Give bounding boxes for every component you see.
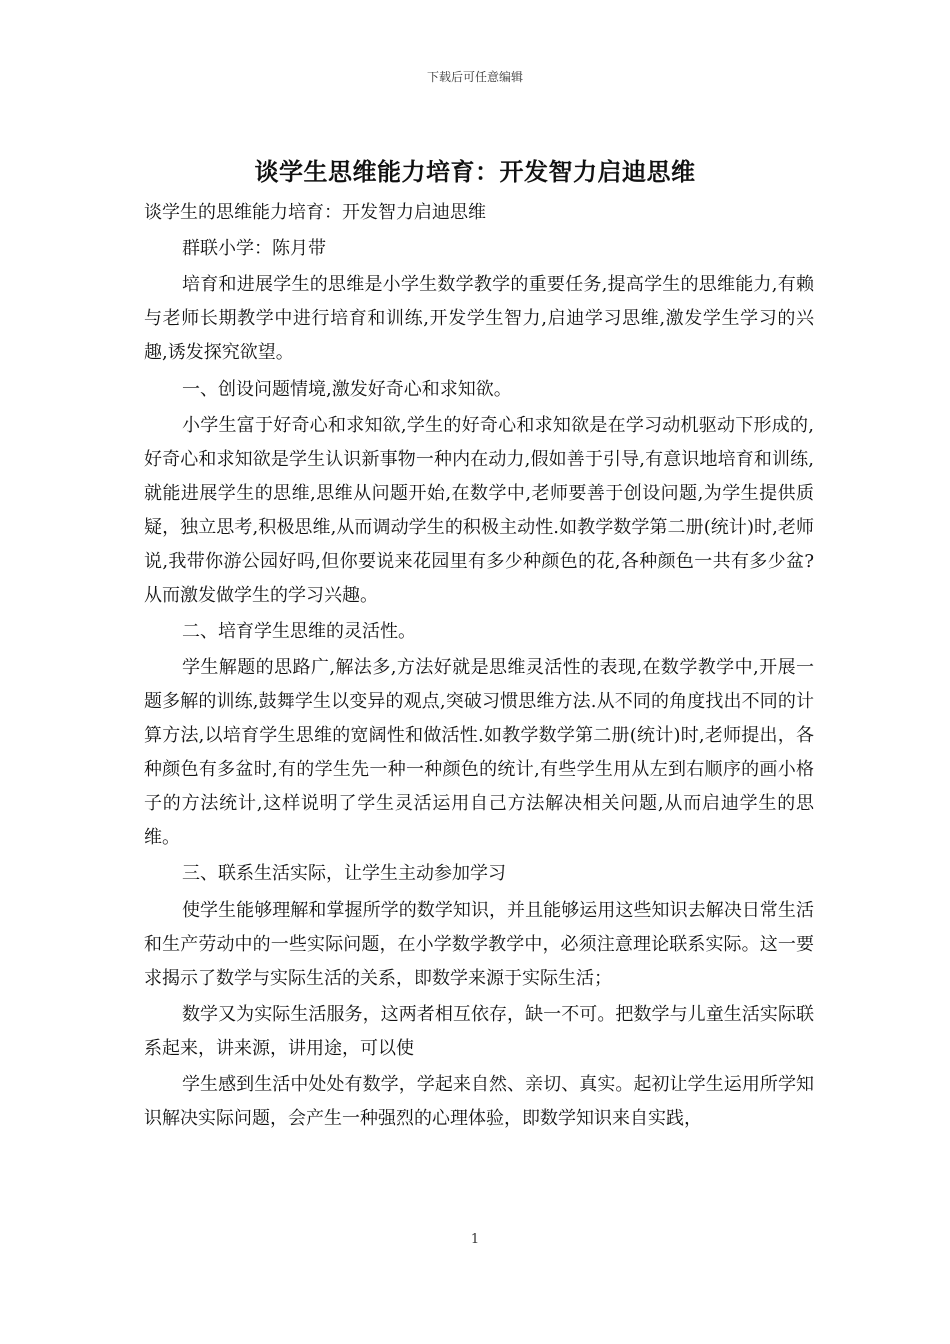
paragraph-intro: 培育和进展学生的思维是小学生数学教学的重要任务,提高学生的思维能力,有赖与老师长期教学中进行培育和训练,开发学生智力,启迪学习思维,激发学生学习的兴趣,诱发探究欲望。 bbox=[144, 274, 814, 364]
paragraph-section-3a: 使学生能够理解和掌握所学的数学知识，并且能够运用这些知识去解决日常生活和生产劳动中的一些实际问题，在小学数学教学中，必须注意理论联系实际。这一要求揭示了数学与实际生活的关系，即数学来源于实际生活； bbox=[144, 899, 814, 989]
document-title: 谈学生思维能力培育：开发智力启迪思维 bbox=[254, 158, 696, 186]
author-line: 群联小学：陈月带 bbox=[182, 238, 326, 260]
paragraph-section-1: 小学生富于好奇心和求知欲,学生的好奇心和求知欲是在学习动机驱动下形成的,好奇心和求知欲是学生认识新事物一种内在动力,假如善于引导,有意识地培育和训练,就能进展学生的思维,思维从问题开始,在数学中,老师要善于创设问题,为学生提供质疑，独立思考,积极思维,从而调动学生的积极主动性.如教学数学第二册(统计)时,老师说,我带你游公园好吗,但你要说来花园里有多少种颜色的花,各种颜色一共有多少盆?从而激发做学生的学习兴趣。 bbox=[144, 414, 814, 606]
document-body bbox=[144, 196, 814, 1138]
section-heading-2: 二、培育学生思维的灵活性。 bbox=[182, 620, 416, 642]
paragraph-section-3b: 数学又为实际生活服务，这两者相互依存，缺一不可。把数学与儿童生活实际联系起来，讲来源，讲用途，可以使 bbox=[144, 1003, 814, 1059]
section-heading-3: 三、联系生活实际，让学生主动参加学习 bbox=[182, 863, 506, 885]
page-number: 1 bbox=[470, 1232, 480, 1247]
paragraph-section-3c: 学生感到生活中处处有数学，学起来自然、亲切、真实。起初让学生运用所学知识解决实际问题，会产生一种强烈的心理体验，即数学知识来自实践， bbox=[144, 1073, 814, 1129]
document-subtitle: 谈学生的思维能力培育：开发智力启迪思维 bbox=[144, 202, 486, 223]
paragraph-section-2: 学生解题的思路广,解法多,方法好就是思维灵活性的表现,在数学教学中,开展一题多解的训练,鼓舞学生以变异的观点,突破习惯思维方法.从不同的角度找出不同的计算方法,以培育学生思维的宽阔性和做活性.如教学数学第二册(统计)时,老师提出，各种颜色有多盆时,有的学生先一种一种颜色的统计,有些学生用从左到右顺序的画小格子的方法统计,这样说明了学生灵活运用自己方法解决相关问题,从而启迪学生的思维。 bbox=[144, 657, 814, 849]
header-note: 下载后可任意编辑 bbox=[426, 70, 523, 84]
section-heading-1: 一、创设问题情境,激发好奇心和求知欲。 bbox=[182, 378, 512, 400]
